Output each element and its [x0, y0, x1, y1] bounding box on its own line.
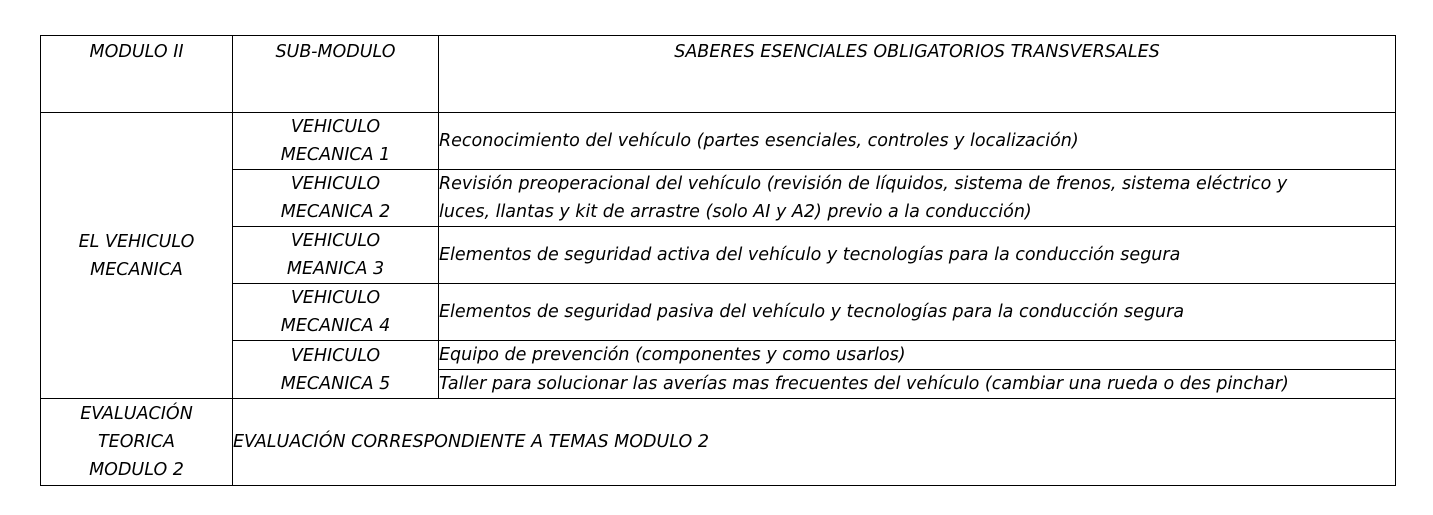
knowledge-cell: Elementos de seguridad activa del vehículo y tecnologías para la conducción segura [439, 227, 1396, 284]
submodule-line: MEANICA 3 [286, 259, 385, 279]
table-row [41, 113, 1396, 170]
submodule-cell [233, 170, 439, 227]
curriculum-table [40, 35, 1396, 486]
table-row [41, 341, 1396, 370]
submodule-line: MECANICA 5 [280, 373, 391, 394]
submodule-line: MECANICA 2 [280, 202, 391, 222]
submodule-line: VEHICULO [290, 174, 381, 194]
evaluation-row [41, 399, 1396, 486]
module-name-line: EL VEHICULO [78, 231, 195, 252]
submodule-cell [233, 284, 439, 341]
submodule-line: VEHICULO [290, 288, 381, 308]
header-module: MODULO II [41, 36, 233, 113]
knowledge-cell: Reconocimiento del vehículo (partes esenciales, controles y localización) [439, 113, 1396, 170]
evaluation-label-line: EVALUACIÓN [80, 404, 193, 424]
table-row [41, 170, 1396, 227]
knowledge-cell: Equipo de prevención (componentes y como usarlos) [439, 341, 1396, 370]
module-name-cell [41, 113, 233, 399]
submodule-line: VEHICULO [290, 231, 381, 251]
submodule-line: VEHICULO [290, 117, 381, 137]
submodule-cell [233, 113, 439, 170]
evaluation-label-cell [41, 399, 233, 486]
evaluation-content-cell: EVALUACIÓN CORRESPONDIENTE A TEMAS MODULO 2 [233, 399, 1396, 486]
module-name-line: MECANICA [90, 259, 183, 280]
submodule-line: MECANICA 4 [280, 316, 391, 336]
header-knowledge: SABERES ESENCIALES OBLIGATORIOS TRANSVERSALES [439, 36, 1396, 113]
knowledge-line: Revisión preoperacional del vehículo (revisión de líquidos, sistema de frenos, sistema eléctrico y [439, 174, 1288, 194]
header-submodule: SUB-MODULO [233, 36, 439, 113]
table-row [41, 227, 1396, 284]
submodule-line: VEHICULO [290, 345, 381, 366]
knowledge-cell: Taller para solucionar las averías mas frecuentes del vehículo (cambiar una rueda o des pinchar) [439, 370, 1396, 399]
knowledge-line: luces, llantas y kit de arrastre (solo AI y A2) previo a la conducción) [439, 202, 1032, 222]
submodule-cell [233, 341, 439, 399]
submodule-cell [233, 227, 439, 284]
submodule-line: MECANICA 1 [280, 145, 391, 165]
knowledge-cell [439, 170, 1396, 227]
table-row [41, 284, 1396, 341]
evaluation-label-line: MODULO 2 [89, 460, 184, 480]
knowledge-cell: Elementos de seguridad pasiva del vehículo y tecnologías para la conducción segura [439, 284, 1396, 341]
evaluation-label-line: TEORICA [97, 432, 176, 452]
header-row [41, 36, 1396, 113]
